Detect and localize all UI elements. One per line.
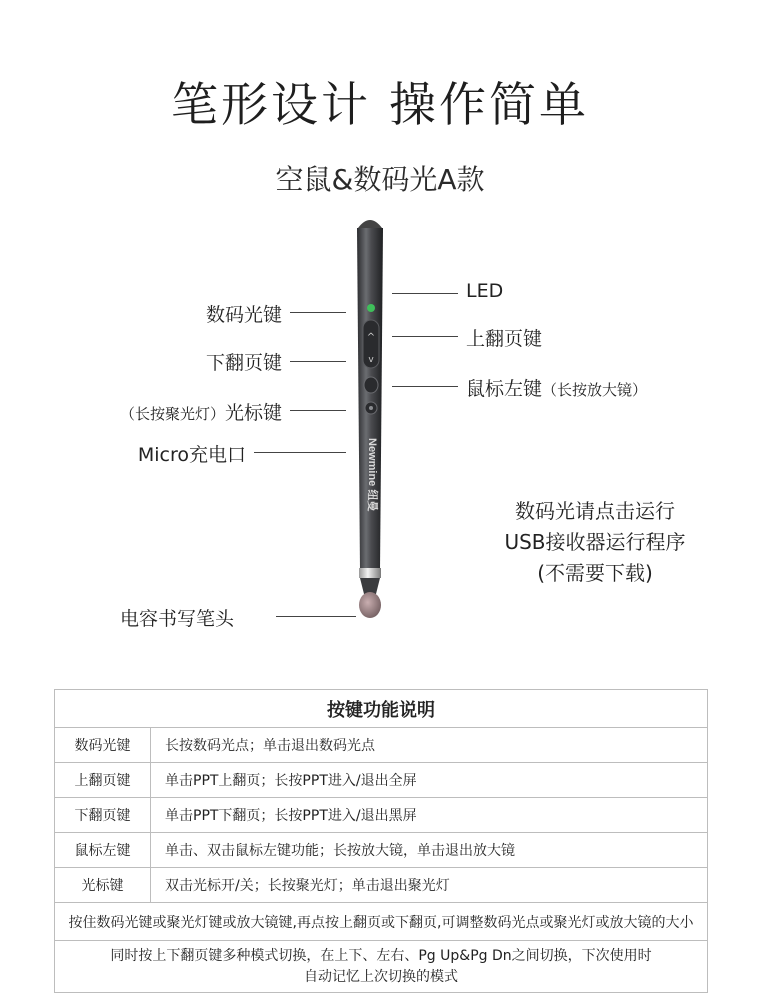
table-footer-2-line1: 同时按上下翻页键多种模式切换，在上下、左右、Pg Up&Pg Dn之间切换，下次使用时: [110, 947, 652, 964]
table-row: [55, 833, 708, 868]
left-click-button: [364, 377, 378, 393]
label-left-click-text: 鼠标左键: [466, 378, 543, 400]
table-row: [55, 728, 708, 763]
table-footer-row: [55, 903, 708, 941]
label-micro-port: Micro充电口: [137, 444, 246, 466]
label-spotlight-note: （长按聚光灯）: [119, 405, 225, 423]
brand-text: Newmine 纽曼: [366, 438, 378, 512]
usb-note: [470, 496, 720, 589]
table-key: 光标键: [55, 868, 151, 903]
table-desc: 单击PPT上翻页；长按PPT进入/退出全屏: [151, 763, 708, 798]
label-spotlight-text: 光标键: [224, 402, 282, 424]
table-row: [55, 798, 708, 833]
table-footer-2-line2: 自动记忆上次切换的模式: [304, 968, 458, 985]
table-row: [55, 763, 708, 798]
usb-note-line2: USB接收器运行程序: [504, 530, 686, 554]
table-key: 上翻页键: [55, 763, 151, 798]
usb-note-line1: 数码光请点击运行: [515, 499, 675, 523]
table-key: 鼠标左键: [55, 833, 151, 868]
table-key: 数码光键: [55, 728, 151, 763]
label-page-up: 上翻页键: [466, 328, 543, 350]
table-desc: 单击、双击鼠标左键功能；长按放大镜，单击退出放大镜: [151, 833, 708, 868]
pen-ring: [359, 568, 381, 578]
label-page-down: 下翻页键: [205, 352, 282, 374]
label-digital-light: 数码光键: [205, 304, 282, 326]
usb-note-line3: (不需要下载): [537, 561, 653, 585]
pen-body: [357, 228, 383, 570]
table-footer-row: [55, 941, 708, 993]
led-indicator: [367, 304, 375, 312]
svg-text:^: ^: [366, 332, 376, 343]
table-footer-2: [55, 941, 708, 993]
key-function-table: [54, 689, 708, 993]
presenter-pen-image: [340, 210, 400, 630]
svg-text:v: v: [368, 355, 374, 365]
label-left-click-note: （长按放大镜）: [542, 381, 648, 399]
table-desc: 长按数码光点；单击退出数码光点: [151, 728, 708, 763]
table-key: 下翻页键: [55, 798, 151, 833]
label-led: LED: [466, 280, 504, 302]
label-stylus-tip: 电容书写笔头: [120, 608, 235, 630]
table-footer-1: 按住数码光键或聚光灯键或放大镜键,再点按上翻页或下翻页,可调整数码光点或聚光灯或放大镜的大小: [55, 903, 708, 941]
label-spotlight: [100, 398, 282, 425]
page-subtitle: 空鼠&数码光A款: [275, 163, 485, 196]
pen-cap: [358, 220, 382, 228]
table-desc: 单击PPT下翻页；长按PPT进入/退出黑屏: [151, 798, 708, 833]
label-left-click: [466, 374, 647, 401]
table-header: 按键功能说明: [55, 690, 708, 728]
table-row: [55, 868, 708, 903]
table-desc: 双击光标开/关；长按聚光灯；单击退出聚光灯: [151, 868, 708, 903]
stylus-tip: [359, 592, 381, 618]
page-title: 笔形设计 操作简单: [171, 78, 589, 133]
